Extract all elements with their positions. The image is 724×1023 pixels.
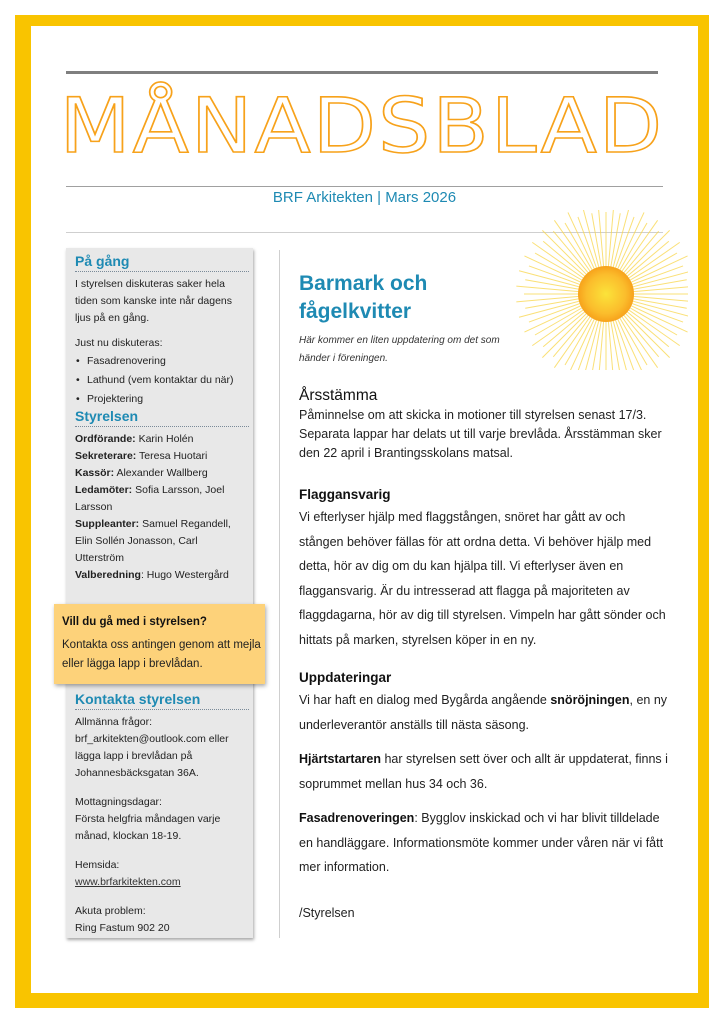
role-label: Kassör: [75,467,115,479]
article-headline: Barmark och fågelkvitter [299,272,428,323]
pa-gang-list-label: Just nu diskuteras: [75,337,163,349]
callout-title: Vill du gå med i styrelsen? [62,616,207,628]
callout-text: Kontakta oss antingen genom att mejla eller lägga lapp i brevlådan. [62,639,261,670]
list-item: • Lathund (vem kontaktar du när) [75,371,249,390]
section-styrelsen [75,407,249,584]
arsstamma-text: Påminnelse om att skicka in motioner till styrelsen senast 17/3. Separata lappar har delats ut till varje brevlåda. Årsstämman sker den 22 april i Brantingsskolans matsal. [299,408,662,460]
update-text: har styrelsen sett över och allt är uppdaterat, finns i soprummet mellan hus 34 och 36. [299,752,668,791]
role-label: Ledamöter: [75,484,133,496]
list-item: • Fasadrenovering [75,352,249,371]
section-heading-arsstamma: Årsstämma [299,387,378,404]
update-text: : Bygglov inskickad och vi har blivit tilldelade en handläggare. Informationsmöte kommer under våren när vi fått mer information. [299,811,664,874]
column-divider [279,250,280,938]
website-row [75,874,249,891]
role-names: Teresa Huotari [136,450,208,462]
section-heading-kontakta: Kontakta styrelsen [75,690,249,710]
role-names: Karin Holén [135,433,194,445]
flaggansvarig-text: Vi efterlyser hjälp med flaggstången, snöret har gått av och stången behöver fällas för att ordna detta. Vi behöver hjälp med detta, hör av dig om du kan hjälpa till. Vi efterlyser även en flaggansvarig. Är du intresserad att flagga på majoriteten av flaggdagarna, hör av dig till styrelsen. Vimpeln har gått sönder och hittats på marken, styrelsen köper in en ny. [299,510,666,647]
urgent-label: Akuta problem: [75,905,146,917]
office-hours-label: Mottagningsdagar: [75,796,162,808]
board-role [75,516,249,567]
urgent-text: Ring Fastum 902 20 [75,922,170,934]
role-label: Sekreterare: [75,450,137,462]
section-heading-flaggansvarig: Flaggansvarig [299,487,391,502]
sidebar-panel [66,248,253,938]
board-role [75,482,249,516]
masthead-title [59,80,665,172]
masthead-subtitle: BRF Arkitekten | Mars 2026 [272,189,457,206]
role-names: : Hugo Westergård [140,569,229,581]
role-label: Suppleanter: [75,518,140,530]
update-keyword: Fasadrenoveringen [299,811,415,825]
board-role [75,431,249,448]
update-text: , en ny underleverantör anställs till nästa säsong. [299,693,668,732]
website-label: Hemsida: [75,859,120,871]
update-text: Vi har haft en dialog med Bygårda angående [299,693,551,707]
main-article [299,270,669,923]
section-heading-styrelsen: Styrelsen [75,407,249,427]
update-keyword: Hjärtstartaren [299,752,381,766]
update-keyword: snöröjningen [550,693,630,707]
role-names: Samuel Regandell, Elin Sollén Jonasson, Carl Utterström [75,518,231,564]
role-names: Alexander Wallberg [114,467,208,479]
pa-gang-list [75,352,249,409]
section-kontakta [75,690,249,949]
board-role [75,448,249,465]
join-board-callout [54,604,265,684]
section-heading-pa-gang: På gång [75,252,249,272]
website-link[interactable]: www.brfarkitekten.com [75,876,181,888]
section-heading-uppdateringar: Uppdateringar [299,670,392,685]
office-hours-text: Första helgfria måndagen varje månad, klockan 18-19. [75,813,221,842]
pa-gang-intro: I styrelsen diskuteras saker hela tiden som kanske inte når dagens ljus på en gång. [75,278,233,324]
board-role [75,567,249,584]
role-label: Ordförande: [75,433,136,445]
masthead-title-text: MÅNADSBLAD [59,81,665,170]
board-role [75,465,249,482]
signature: /Styrelsen [299,905,355,920]
update-fasad [299,806,669,880]
general-questions-text: brf_arkitekten@outlook.com eller lägga lapp i brevlådan på Johannesbäcksgatan 36A. [75,733,229,779]
role-names: Sofia Larsson, Joel Larsson [75,484,225,513]
role-label: Valberedning [75,569,141,581]
update-hjartstartare [299,747,669,796]
list-item: • Projektering [75,390,249,409]
general-questions-label: Allmänna frågor: [75,716,153,728]
article-lede: Här kommer en liten uppdatering om det som händer i föreningen. [299,335,500,364]
section-pa-gang [75,252,249,409]
update-snorojning [299,688,669,737]
header-rule-top [66,71,658,74]
header-rule-middle [66,186,663,187]
